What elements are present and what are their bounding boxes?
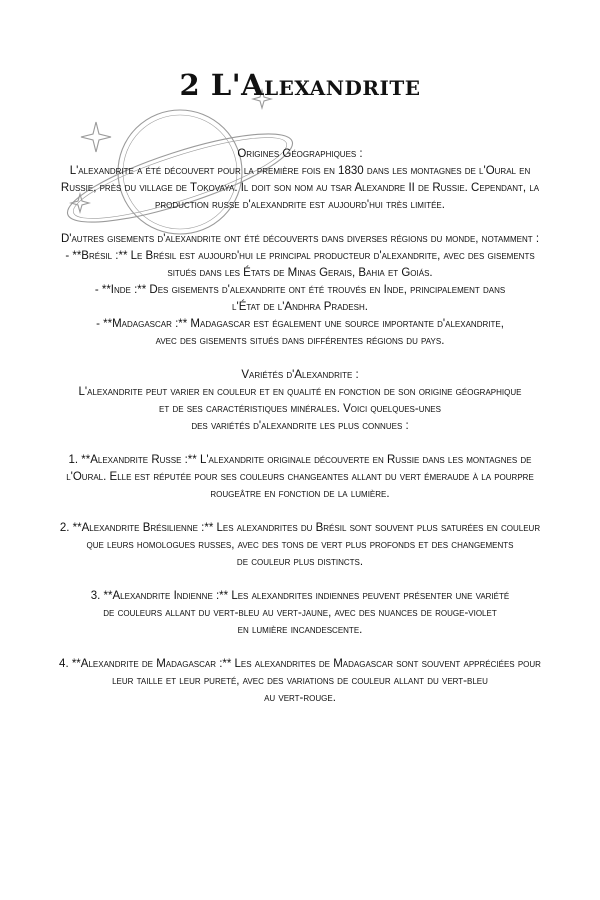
list-item-inde: - **Inde :** Des gisements d'alexandrite ont été trouvés en Inde, principalement dans xyxy=(94,284,506,296)
section-heading-origins: Origines Géographiques : xyxy=(237,148,363,160)
list-item-madagascar: - **Madagascar :** Madagascar est également une source importante d'alexandrite, xyxy=(96,318,504,330)
text-line: avec des gisements situés dans différentes régions du pays. xyxy=(155,335,445,347)
variety-item-1: 1. **Alexandrite Russe :** L'alexandrite originale découverte en Russie dans les montagnes de xyxy=(68,454,532,466)
page-title: 2 L'Alexandrite xyxy=(179,68,421,102)
text-line: rougeâtre en fonction de la lumière. xyxy=(210,488,390,500)
list-item-bresil: - **Brésil :** Le Brésil est aujourd'hui le principal producteur d'alexandrite, avec des gisements xyxy=(65,250,535,262)
text-line: et de ses caractéristiques minérales. Voici quelques-unes xyxy=(159,403,441,415)
text-line: de couleur plus distincts. xyxy=(236,556,364,568)
text-line: en lumière incandescente. xyxy=(237,624,363,636)
text-line: l'Oural. Elle est réputée pour ses couleurs changeantes allant du vert émeraude à la pourpre xyxy=(66,471,534,483)
text-line: de couleurs allant du vert-bleu au vert-jaune, avec des nuances de rouge-violet xyxy=(103,607,497,619)
text-line: L'alexandrite a été découvert pour la première fois en 1830 dans les montagnes de l'Oural en xyxy=(69,165,531,177)
document-body xyxy=(50,146,550,707)
variety-item-3: 3. **Alexandrite Indienne :** Les alexandrites indiennes peuvent présenter une variété xyxy=(90,590,510,602)
section-heading-varieties: Variétés d'Alexandrite : xyxy=(241,369,359,381)
text-line: l'État de l'Andhra Pradesh. xyxy=(232,301,368,313)
text-line: leur taille et leur pureté, avec des variations de couleur allant du vert-bleu xyxy=(112,675,488,687)
text-line: Russie, près du village de Tokovaya. Il doit son nom au tsar Alexandre II de Russie. Cependant, la xyxy=(60,182,540,194)
text-line: D'autres gisements d'alexandrite ont été découverts dans diverses régions du monde, notamment : xyxy=(60,233,540,245)
variety-item-4: 4. **Alexandrite de Madagascar :** Les alexandrites de Madagascar sont souvent appréciées pour xyxy=(59,658,541,670)
text-line: situés dans les États de Minas Gerais, Bahia et Goiás. xyxy=(167,267,433,279)
text-line: des variétés d'alexandrite les plus connues : xyxy=(191,420,409,432)
text-line: au vert-rouge. xyxy=(264,692,336,704)
text-line: L'alexandrite peut varier en couleur et en qualité en fonction de son origine géographique xyxy=(78,386,522,398)
text-line: que leurs homologues russes, avec des tons de vert plus profonds et des changements xyxy=(86,539,514,551)
variety-item-2: 2. **Alexandrite Brésilienne :** Les alexandrites du Brésil sont souvent plus saturées en couleur xyxy=(59,522,541,534)
text-line: production russe d'alexandrite est aujourd'hui très limitée. xyxy=(155,199,445,211)
